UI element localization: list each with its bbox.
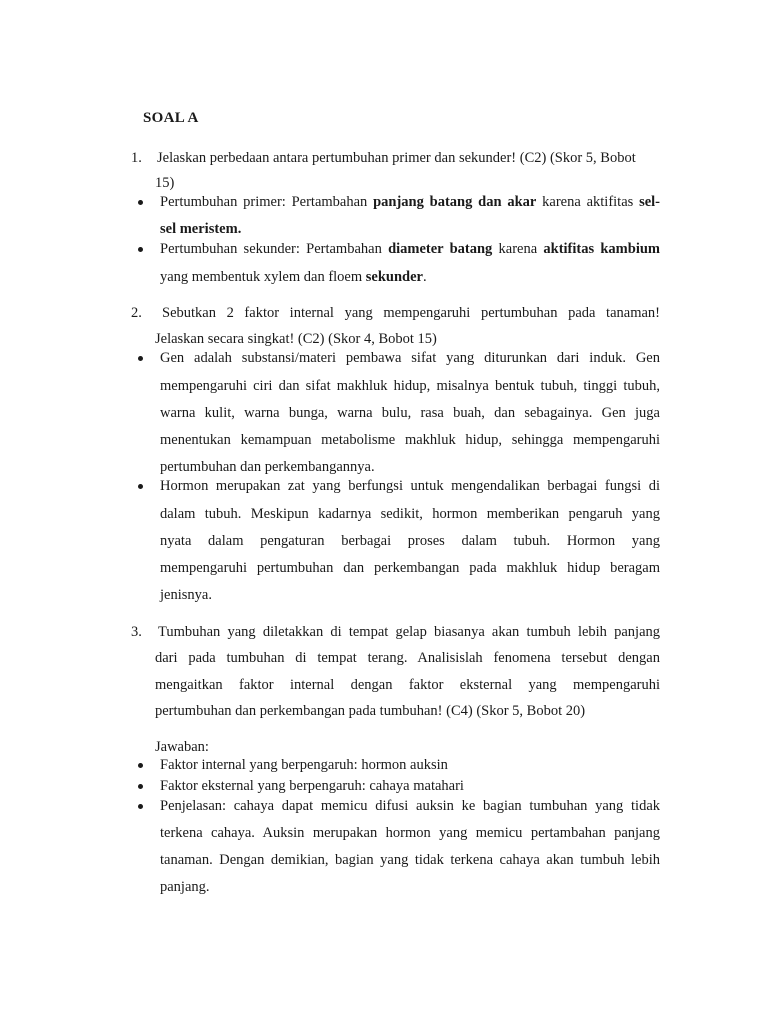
q1-answer-primary-line2: sel meristem. (160, 221, 242, 237)
q3-answer-external: Faktor eksternal yang berpengaruh: cahaya matahari (160, 778, 464, 794)
q2-question-line1: Sebutkan 2 faktor internal yang mempengaruhi pertumbuhan pada tanaman! (162, 305, 660, 321)
page-title: SOAL A (143, 110, 199, 126)
q1-number: 1. (131, 150, 142, 166)
q2-gen-line2: mempengaruhi ciri dan sifat makhluk hidup, misalnya bentuk tubuh, tinggi tubuh, (160, 378, 660, 394)
q3-question-line2: dari pada tumbuhan di tempat terang. Analisislah fenomena tersebut dengan (155, 650, 660, 666)
bullet-icon (138, 784, 143, 789)
q2-hormon-line1: Hormon merupakan zat yang berfungsi untuk mengendalikan berbagai fungsi di (160, 478, 660, 494)
q1-question-line1: Jelaskan perbedaan antara pertumbuhan primer dan sekunder! (C2) (Skor 5, Bobot (157, 150, 636, 166)
q3-answer-internal: Faktor internal yang berpengaruh: hormon auksin (160, 757, 448, 773)
bullet-icon (138, 484, 143, 489)
q3-number: 3. (131, 624, 142, 640)
q1-answer-secondary-line2: yang membentuk xylem dan floem sekunder. (160, 269, 427, 285)
q2-hormon-line2: dalam tubuh. Meskipun kadarnya sedikit, hormon memberikan pengaruh yang (160, 506, 660, 522)
q2-gen-line4: menentukan kemampuan metabolisme makhluk hidup, sehingga mempengaruhi (160, 432, 660, 448)
q3-question-line3: mengaitkan faktor internal dengan faktor eksternal yang mempengaruhi (155, 677, 660, 693)
q2-gen-line3: warna kulit, warna bunga, warna bulu, rasa buah, dan sebagainya. Gen juga (160, 405, 660, 421)
q1-question-line2: 15) (155, 175, 175, 191)
q3-question-line4: pertumbuhan dan perkembangan pada tumbuhan! (C4) (Skor 5, Bobot 20) (155, 703, 586, 719)
q3-answer-label: Jawaban: (155, 739, 209, 755)
bullet-icon (138, 356, 143, 361)
q3-explanation-line1: Penjelasan: cahaya dapat memicu difusi auksin ke bagian tumbuhan yang tidak (160, 798, 660, 814)
bullet-icon (138, 804, 143, 809)
q2-gen-line1: Gen adalah substansi/materi pembawa sifat yang diturunkan dari induk. Gen (160, 350, 660, 366)
q1-answer-primary-line1: Pertumbuhan primer: Pertambahan panjang batang dan akar karena aktifitas sel- (160, 194, 661, 210)
q2-hormon-line4: mempengaruhi pertumbuhan dan perkembangan pada makhluk hidup beragam (160, 560, 660, 576)
q2-hormon-line3: nyata dalam pengaturan berbagai proses dalam tubuh. Hormon yang (160, 533, 660, 549)
q3-explanation-line4: panjang. (160, 879, 210, 895)
q3-explanation-line3: tanaman. Dengan demikian, bagian yang tidak terkena cahaya akan tumbuh lebih (160, 852, 660, 868)
bullet-icon (138, 200, 143, 205)
q1-answer-secondary-line1: Pertumbuhan sekunder: Pertambahan diameter batang karena aktifitas kambium (160, 241, 660, 257)
q2-hormon-line5: jenisnya. (160, 587, 212, 603)
bullet-icon (138, 247, 143, 252)
bullet-icon (138, 763, 143, 768)
q3-question-line1: Tumbuhan yang diletakkan di tempat gelap biasanya akan tumbuh lebih panjang (158, 624, 660, 640)
q3-explanation-line2: terkena cahaya. Auksin merupakan hormon yang memicu pertambahan panjang (160, 825, 660, 841)
q2-number: 2. (131, 305, 142, 321)
q2-gen-line5: pertumbuhan dan perkembangannya. (160, 459, 375, 475)
q2-question-line2: Jelaskan secara singkat! (C2) (Skor 4, Bobot 15) (155, 331, 437, 347)
